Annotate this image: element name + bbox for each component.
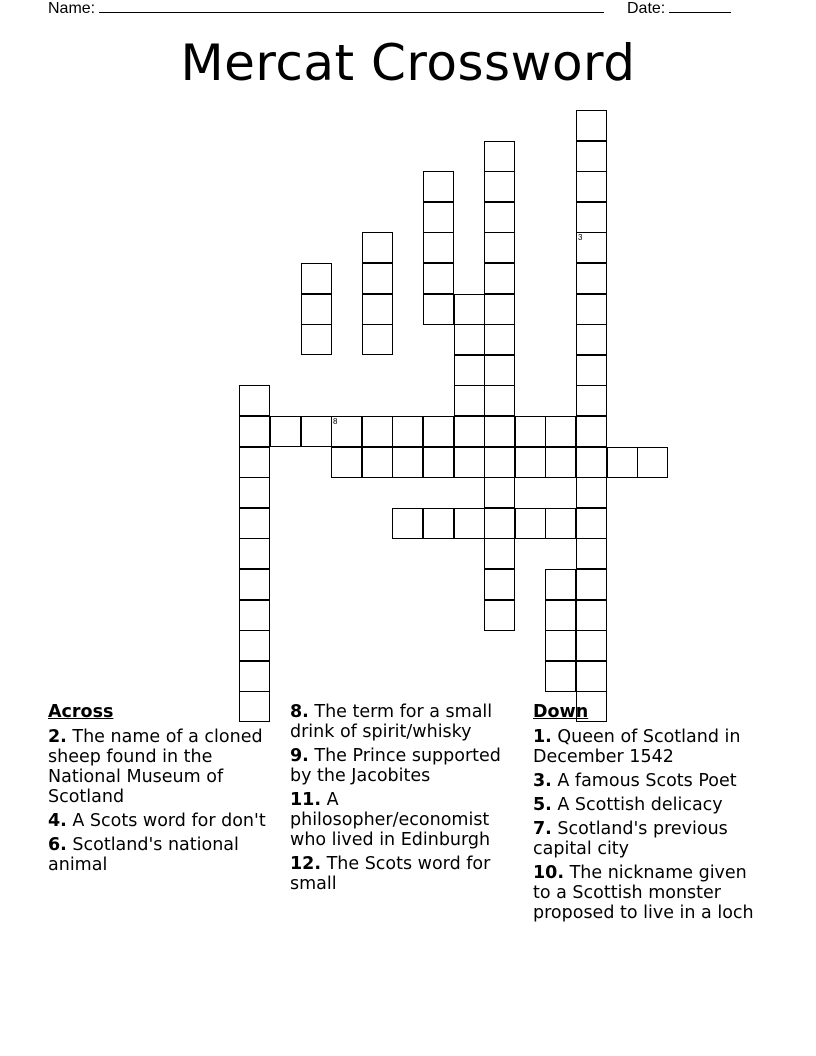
grid-cell[interactable] xyxy=(484,324,515,355)
down-heading: Down xyxy=(533,702,589,722)
date-label: Date: xyxy=(627,0,666,17)
grid-cell[interactable] xyxy=(545,416,576,447)
clue-num: 2. xyxy=(48,727,67,747)
clue-num: 1. xyxy=(533,727,552,747)
grid-cell[interactable] xyxy=(576,324,607,355)
grid-cell[interactable] xyxy=(239,661,270,692)
grid-cell[interactable] xyxy=(484,508,515,539)
grid-cell[interactable] xyxy=(545,508,576,539)
grid-cell[interactable] xyxy=(484,141,515,172)
clue-item xyxy=(533,819,765,859)
clue-text: A famous Scots Poet xyxy=(551,771,737,791)
grid-cell[interactable] xyxy=(423,447,454,478)
grid-cell[interactable] xyxy=(515,416,546,447)
clue-text: Scotland's previous capital city xyxy=(533,819,728,859)
clue-num: 5. xyxy=(533,795,552,815)
grid-cell[interactable] xyxy=(362,263,393,294)
grid-cell[interactable] xyxy=(301,324,332,355)
clue-text: A philosopher/economist who lived in Edinburgh xyxy=(290,790,491,850)
grid-cell[interactable] xyxy=(423,202,454,233)
grid-cell[interactable] xyxy=(454,508,485,539)
clue-num: 9. xyxy=(290,746,309,766)
name-label: Name: xyxy=(48,0,96,17)
clue-item xyxy=(533,727,765,767)
grid-cell[interactable] xyxy=(239,447,270,478)
grid-cell[interactable] xyxy=(484,171,515,202)
grid-cell[interactable] xyxy=(576,661,607,692)
grid-cell[interactable] xyxy=(545,600,576,631)
grid-cell[interactable] xyxy=(484,294,515,325)
clue-number: 3 xyxy=(578,233,583,242)
grid-cell[interactable] xyxy=(423,416,454,447)
grid-cell[interactable] xyxy=(576,508,607,539)
grid-cell[interactable] xyxy=(576,171,607,202)
grid-cell[interactable] xyxy=(576,110,607,141)
grid-cell[interactable] xyxy=(484,447,515,478)
grid-cell[interactable] xyxy=(392,447,423,478)
grid-cell[interactable] xyxy=(239,477,270,508)
grid-cell[interactable] xyxy=(454,294,485,325)
grid-cell[interactable] xyxy=(637,447,668,478)
grid-cell[interactable] xyxy=(576,630,607,661)
clue-item xyxy=(48,727,280,807)
grid-cell[interactable] xyxy=(484,202,515,233)
grid-cell[interactable] xyxy=(484,263,515,294)
grid-cell[interactable] xyxy=(607,447,638,478)
clue-item xyxy=(290,790,522,850)
clue-num: 7. xyxy=(533,819,552,839)
grid-cell[interactable] xyxy=(239,600,270,631)
across-clues xyxy=(48,702,280,879)
grid-cell[interactable] xyxy=(576,416,607,447)
clue-text: The nickname given to a Scottish monster proposed to live in a loch xyxy=(533,863,754,923)
clue-item xyxy=(533,771,765,791)
grid-cell[interactable] xyxy=(576,294,607,325)
clue-num: 6. xyxy=(48,835,67,855)
grid-cell[interactable] xyxy=(484,232,515,263)
grid-cell[interactable] xyxy=(576,447,607,478)
clue-item xyxy=(533,795,765,815)
grid-cell[interactable] xyxy=(484,477,515,508)
grid-cell[interactable] xyxy=(454,385,485,416)
grid-cell[interactable] xyxy=(454,447,485,478)
clue-num: 3. xyxy=(533,771,552,791)
grid-cell[interactable] xyxy=(362,447,393,478)
grid-cell[interactable] xyxy=(423,171,454,202)
clue-text: The Prince supported by the Jacobites xyxy=(290,746,501,786)
clue-number: 8 xyxy=(333,417,338,426)
clue-item xyxy=(48,835,280,875)
grid-cell[interactable] xyxy=(484,569,515,600)
grid-cell[interactable] xyxy=(362,232,393,263)
down-clues xyxy=(533,702,765,927)
clue-num: 4. xyxy=(48,811,67,831)
grid-cell[interactable] xyxy=(515,447,546,478)
grid-cell[interactable] xyxy=(484,538,515,569)
grid-cell[interactable] xyxy=(331,447,362,478)
grid-cell[interactable] xyxy=(576,538,607,569)
clue-text: A Scottish delicacy xyxy=(551,795,723,815)
grid-cell[interactable] xyxy=(576,477,607,508)
grid-cell[interactable] xyxy=(545,661,576,692)
clue-text: The Scots word for small xyxy=(290,854,491,894)
grid-cell[interactable] xyxy=(454,324,485,355)
grid-cell[interactable] xyxy=(454,355,485,386)
grid-cell[interactable] xyxy=(239,630,270,661)
grid-cell[interactable] xyxy=(239,416,270,447)
grid-cell[interactable] xyxy=(270,416,301,447)
grid-cell[interactable] xyxy=(423,508,454,539)
grid-cell[interactable] xyxy=(576,202,607,233)
grid-cell[interactable] xyxy=(545,569,576,600)
grid-cell[interactable] xyxy=(301,294,332,325)
grid-cell[interactable] xyxy=(484,385,515,416)
across-clues-continued xyxy=(290,702,522,898)
grid-cell[interactable] xyxy=(392,508,423,539)
grid-cell[interactable] xyxy=(239,538,270,569)
clue-text: Scotland's national animal xyxy=(48,835,239,875)
clue-num: 10. xyxy=(533,863,565,883)
grid-cell[interactable] xyxy=(576,569,607,600)
grid-cell[interactable] xyxy=(423,232,454,263)
grid-cell[interactable] xyxy=(576,385,607,416)
clue-item xyxy=(290,854,522,894)
grid-cell[interactable] xyxy=(484,416,515,447)
grid-cell[interactable] xyxy=(239,385,270,416)
clue-item xyxy=(290,746,522,786)
grid-cell[interactable] xyxy=(362,294,393,325)
grid-cell[interactable] xyxy=(301,416,332,447)
grid-cell[interactable] xyxy=(545,447,576,478)
grid-cell[interactable] xyxy=(576,600,607,631)
grid-cell[interactable] xyxy=(392,416,423,447)
clue-num: 11. xyxy=(290,790,322,810)
grid-cell[interactable] xyxy=(239,508,270,539)
clue-text: The name of a cloned sheep found in the National Museum of Scotland xyxy=(48,727,263,807)
grid-cell[interactable] xyxy=(331,416,362,447)
grid-cell[interactable] xyxy=(515,508,546,539)
clue-item xyxy=(533,863,765,923)
grid-cell[interactable] xyxy=(239,569,270,600)
grid-cell[interactable] xyxy=(423,263,454,294)
grid-cell[interactable] xyxy=(454,416,485,447)
grid-cell[interactable] xyxy=(576,232,607,263)
grid-cell[interactable] xyxy=(362,324,393,355)
clue-text: The term for a small drink of spirit/whisky xyxy=(290,702,493,742)
grid-cell[interactable] xyxy=(576,141,607,172)
clue-text: Queen of Scotland in December 1542 xyxy=(533,727,741,767)
clue-item xyxy=(290,702,522,742)
grid-cell[interactable] xyxy=(545,630,576,661)
clue-num: 12. xyxy=(290,854,322,874)
grid-cell[interactable] xyxy=(576,355,607,386)
page-title: Mercat Crossword xyxy=(180,34,636,92)
across-heading: Across xyxy=(48,702,114,722)
clue-text: A Scots word for don't xyxy=(66,811,266,831)
grid-cell[interactable] xyxy=(423,294,454,325)
clue-num: 8. xyxy=(290,702,309,722)
grid-cell[interactable] xyxy=(301,263,332,294)
grid-cell[interactable] xyxy=(576,263,607,294)
grid-cell[interactable] xyxy=(484,355,515,386)
clue-item xyxy=(48,811,280,831)
grid-cell[interactable] xyxy=(484,600,515,631)
grid-cell[interactable] xyxy=(362,416,393,447)
